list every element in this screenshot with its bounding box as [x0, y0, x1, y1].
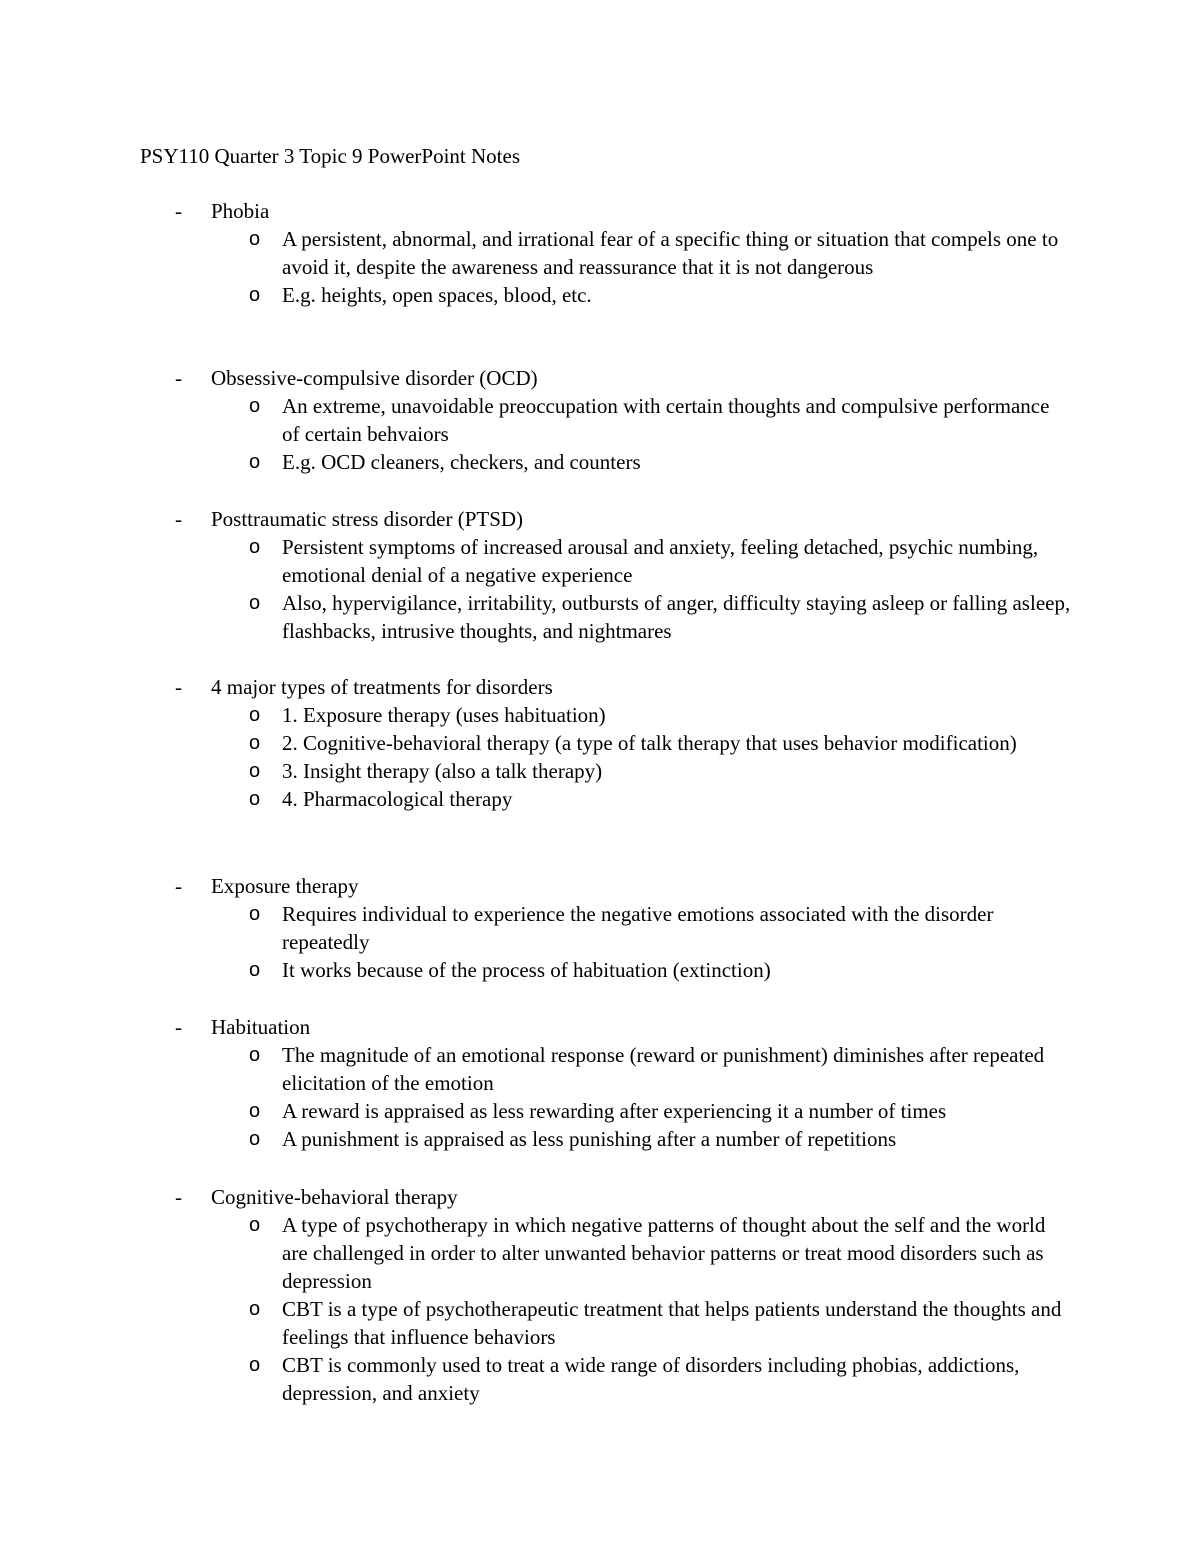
section-heading: Habituation [211, 1015, 311, 1039]
section-heading-row [0, 673, 1200, 701]
bullet-item [0, 1211, 1200, 1295]
section-heading: Obsessive-compulsive disorder (OCD) [211, 366, 538, 390]
bullet-text: CBT is a type of psychotherapeutic treatment that helps patients understand the thoughts and feelings that influence behaviors [282, 1297, 1062, 1349]
bullet-item [0, 1125, 1200, 1153]
section-heading-row [0, 505, 1200, 533]
bullet-text: 1. Exposure therapy (uses habituation) [282, 703, 606, 727]
bullet-item [0, 589, 1200, 645]
bullet-marker: o [249, 1354, 261, 1376]
section-exposure-therapy [0, 872, 1200, 984]
bullet-text: It works because of the process of habituation (extinction) [282, 958, 771, 982]
bullet-marker: o [249, 959, 261, 981]
section-ptsd [0, 505, 1200, 645]
bullet-marker: o [249, 284, 261, 306]
bullet-item [0, 1097, 1200, 1125]
bullet-marker: o [249, 592, 261, 614]
bullet-item [0, 900, 1200, 956]
bullet-marker: o [249, 228, 261, 250]
bullet-marker: o [249, 1044, 261, 1066]
dash-marker: - [175, 199, 182, 223]
bullet-text: Also, hypervigilance, irritability, outbursts of anger, difficulty staying asleep or falling asleep, flashbacks, intrusive thoughts, and nightmares [282, 591, 1071, 643]
bullet-marker: o [249, 1128, 261, 1150]
bullet-item [0, 533, 1200, 589]
section-heading-row [0, 1183, 1200, 1211]
bullet-marker: o [249, 704, 261, 726]
bullet-item [0, 956, 1200, 984]
bullet-text: The magnitude of an emotional response (reward or punishment) diminishes after repeated elicitation of the emotion [282, 1043, 1045, 1095]
bullet-text: An extreme, unavoidable preoccupation with certain thoughts and compulsive performance of certain behvaiors [282, 394, 1050, 446]
section-heading: Phobia [211, 199, 270, 223]
bullet-item [0, 1041, 1200, 1097]
bullet-item [0, 225, 1200, 281]
bullet-text: A persistent, abnormal, and irrational fear of a specific thing or situation that compels one to avoid it, despite the awareness and reassurance that it is not dangerous [282, 227, 1059, 279]
bullet-marker: o [249, 395, 261, 417]
bullet-item [0, 701, 1200, 729]
bullet-marker: o [249, 1100, 261, 1122]
bullet-text: A type of psychotherapy in which negative patterns of thought about the self and the world are challenged in order to alter unwanted behavior patterns or treat mood disorders such as depression [282, 1213, 1046, 1293]
dash-marker: - [175, 366, 182, 390]
bullet-marker: o [249, 1298, 261, 1320]
section-habituation [0, 1013, 1200, 1153]
bullet-marker: o [249, 536, 261, 558]
dash-marker: - [175, 1185, 182, 1209]
section-ocd [0, 364, 1200, 476]
bullet-marker: o [249, 732, 261, 754]
bullet-item [0, 1295, 1200, 1351]
bullet-marker: o [249, 760, 261, 782]
section-cbt [0, 1183, 1200, 1407]
bullet-item [0, 757, 1200, 785]
bullet-item [0, 785, 1200, 813]
section-heading-row [0, 872, 1200, 900]
bullet-item [0, 281, 1200, 309]
bullet-marker: o [249, 1214, 261, 1236]
bullet-text: 2. Cognitive-behavioral therapy (a type of talk therapy that uses behavior modification) [282, 731, 1017, 755]
section-treatments [0, 673, 1200, 813]
bullet-item [0, 729, 1200, 757]
section-heading: Exposure therapy [211, 874, 359, 898]
bullet-marker: o [249, 451, 261, 473]
bullet-text: CBT is commonly used to treat a wide range of disorders including phobias, addictions, depression, and anxiety [282, 1353, 1020, 1405]
bullet-text: 4. Pharmacological therapy [282, 787, 513, 811]
dash-marker: - [175, 507, 182, 531]
dash-marker: - [175, 675, 182, 699]
dash-marker: - [175, 1015, 182, 1039]
section-heading-row [0, 197, 1200, 225]
bullet-marker: o [249, 903, 261, 925]
section-heading-row [0, 1013, 1200, 1041]
bullet-text: 3. Insight therapy (also a talk therapy) [282, 759, 603, 783]
section-heading: Cognitive-behavioral therapy [211, 1185, 458, 1209]
bullet-marker: o [249, 788, 261, 810]
bullet-text: E.g. heights, open spaces, blood, etc. [282, 283, 592, 307]
bullet-text: E.g. OCD cleaners, checkers, and counters [282, 450, 641, 474]
bullet-item [0, 1351, 1200, 1407]
bullet-text: A punishment is appraised as less punishing after a number of repetitions [282, 1127, 897, 1151]
document-title: PSY110 Quarter 3 Topic 9 PowerPoint Notes [140, 144, 521, 168]
bullet-text: Requires individual to experience the negative emotions associated with the disorder repeatedly [282, 902, 994, 954]
bullet-item [0, 392, 1200, 448]
section-heading: 4 major types of treatments for disorders [211, 675, 553, 699]
section-phobia [0, 197, 1200, 309]
section-heading-row [0, 364, 1200, 392]
bullet-text: Persistent symptoms of increased arousal and anxiety, feeling detached, psychic numbing, emotional denial of a negative experience [282, 535, 1039, 587]
section-heading: Posttraumatic stress disorder (PTSD) [211, 507, 524, 531]
dash-marker: - [175, 874, 182, 898]
bullet-text: A reward is appraised as less rewarding after experiencing it a number of times [282, 1099, 947, 1123]
bullet-item [0, 448, 1200, 476]
